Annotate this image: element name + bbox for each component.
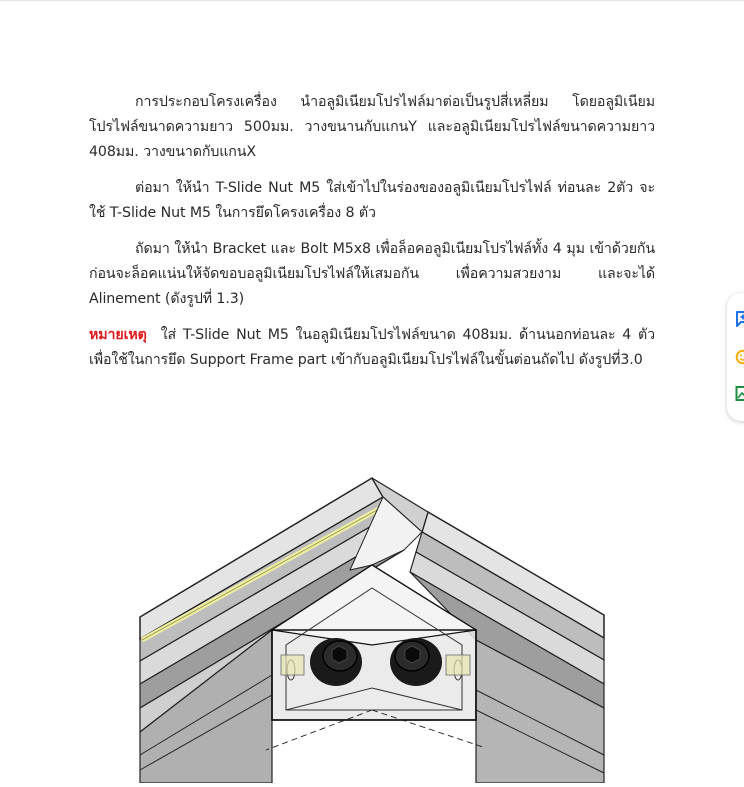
note-text: ใส่ T-Slide Nut M5 ในอลูมิเนียมโปรไฟล์ขนาด 408มม. ด้านนอกท่อนละ 4 ตัว เพื่อใช้ในการยึด Support Frame part เข้ากับอลูมิเนียมโปรไฟล์ในขั้นต่อนถัดไป ดังรูปที่3.0 <box>89 327 655 368</box>
paragraph-bracket-bolt: ถัดมา ให้นำ Bracket และ Bolt M5x8 เพื่อล็อคอลูมิเนียมโปรไฟล์ทั้ง 4 มุม เข้าด้วยกัน ก่อนจะล็อคแน่นให้จัดขอบอลูมิเนียมโปรไฟล์ให้เสมอกัน เพื่อความสวยงาม และจะได้ Alinement (ดังรูปที่ 1.3) <box>89 237 655 312</box>
comment-add-icon[interactable] <box>735 310 744 328</box>
document-body <box>89 90 655 384</box>
top-border <box>0 0 744 1</box>
side-toolbar <box>727 293 744 421</box>
aluminium-profile-corner-figure <box>136 470 608 783</box>
note-label: หมายเหตุ <box>89 327 147 343</box>
image-edit-icon[interactable] <box>735 385 744 403</box>
note-paragraph <box>89 323 655 373</box>
paragraph-frame-assembly: การประกอบโครงเครื่อง นำอลูมิเนียมโปรไฟล์มาต่อเป็นรูปสี่เหลี่ยม โดยอลูมิเนียมโปรไฟล์ขนาดความยาว 500มม. วางขนานกับแกนY และอลูมิเนียมโปรไฟล์ขนาดความยาว 408มม. วางขนาดกับแกนX <box>89 90 655 165</box>
emoji-icon[interactable] <box>735 348 744 366</box>
paragraph-t-slide-nut: ต่อมา ให้นำ T-Slide Nut M5 ใส่เข้าไปในร่องของอลูมิเนียมโปรไฟล์ ท่อนละ 2ตัว จะใช้ T-Slide Nut M5 ในการยึดโครงเครื่อง 8 ตัว <box>89 176 655 226</box>
